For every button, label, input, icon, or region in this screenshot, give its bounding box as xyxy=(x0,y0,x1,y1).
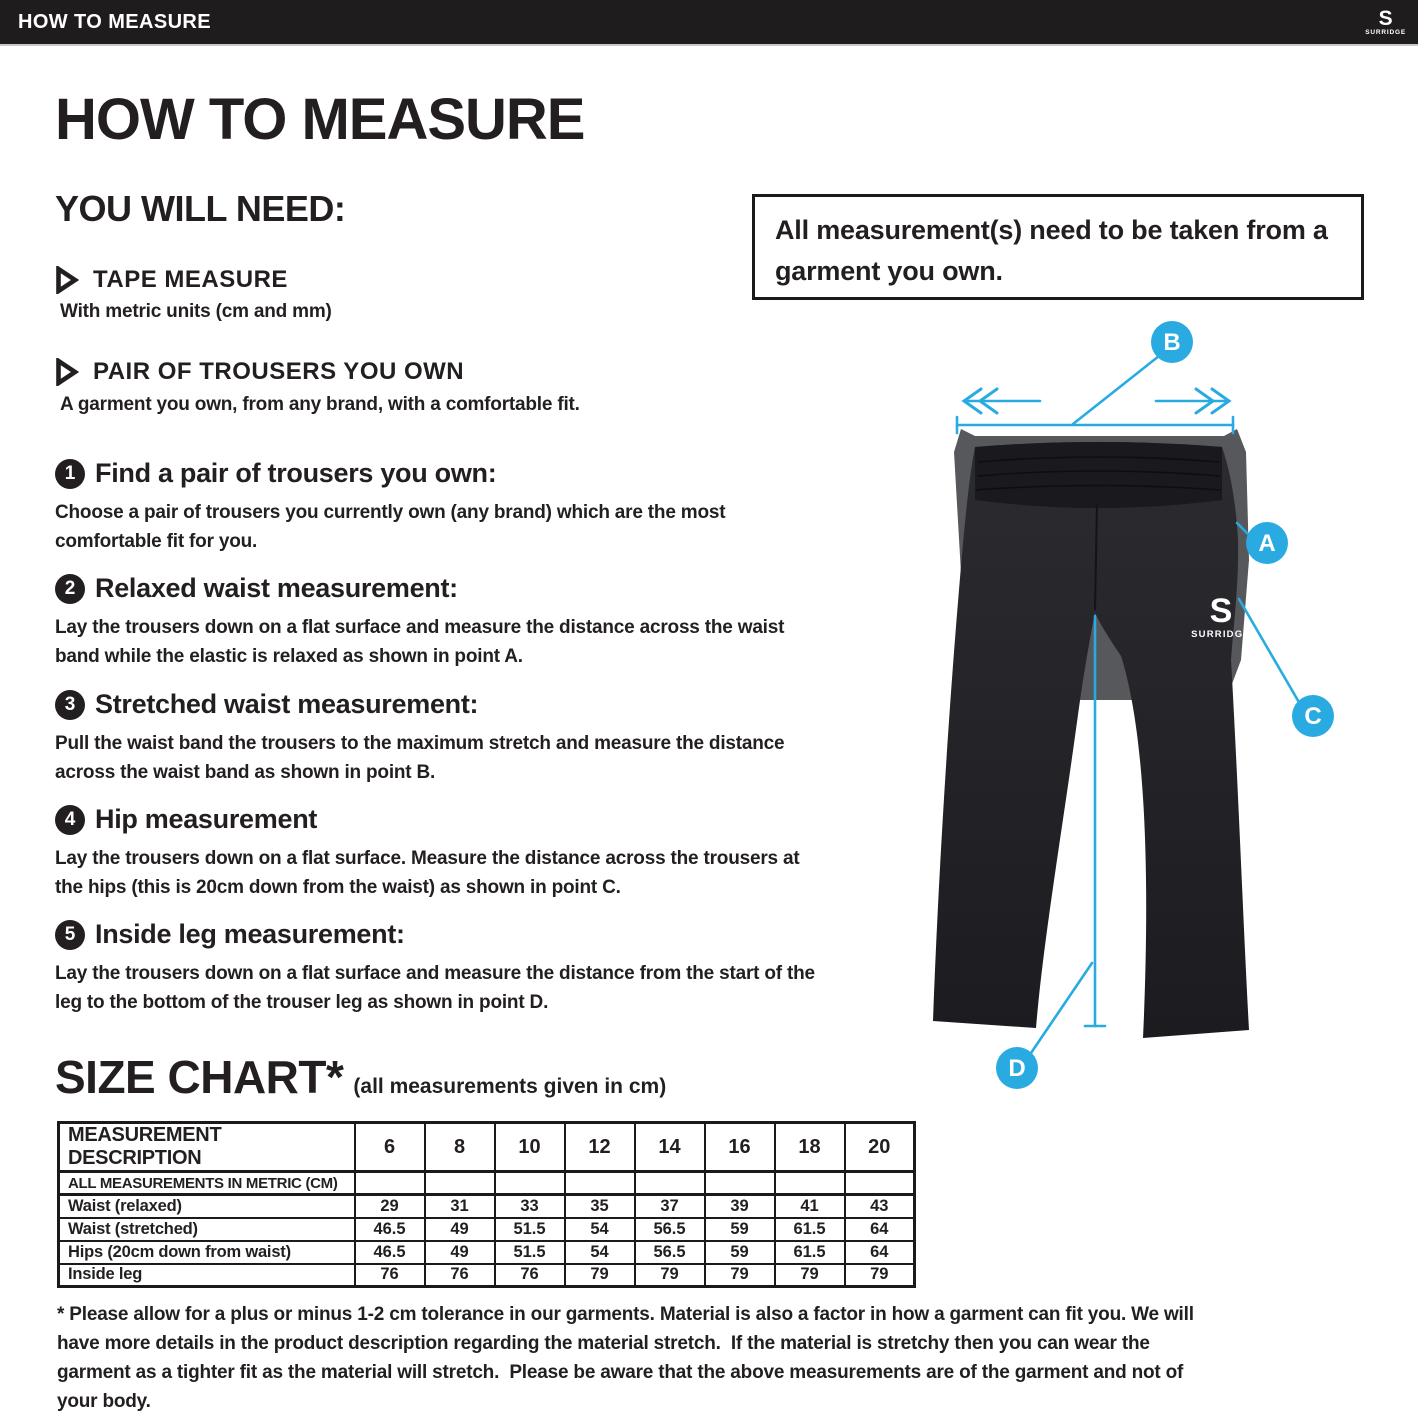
step-title: Inside leg measurement: xyxy=(95,919,405,949)
point-a-letter: A xyxy=(1258,530,1276,557)
table-row xyxy=(59,1264,915,1287)
cell: 56.5 xyxy=(635,1218,705,1241)
col-header: 12 xyxy=(565,1123,635,1172)
trousers-measurement-diagram xyxy=(920,318,1370,1108)
point-c-letter: C xyxy=(1304,703,1322,730)
garment-logo-initial: S xyxy=(1209,592,1233,630)
cell: 79 xyxy=(705,1264,775,1287)
cell: 61.5 xyxy=(775,1241,845,1264)
triangle-bullet-icon xyxy=(55,266,79,294)
empty-cell xyxy=(775,1172,845,1195)
col-header: 20 xyxy=(845,1123,915,1172)
cell: 64 xyxy=(845,1218,915,1241)
empty-cell xyxy=(355,1172,425,1195)
cell: 54 xyxy=(565,1241,635,1264)
step-body: Pull the waist band the trousers to the maximum stretch and measure the distance across the waist band as shown in point B. xyxy=(55,733,785,783)
empty-cell xyxy=(495,1172,565,1195)
cell: 46.5 xyxy=(355,1218,425,1241)
size-chart-title: SIZE CHART* xyxy=(55,1051,344,1103)
step-5 xyxy=(55,919,830,1017)
step-3 xyxy=(55,689,830,787)
tolerance-footnote: * Please allow for a plus or minus 1-2 cm tolerance in our garments. Material is also a factor in how a garment can fit you. We will have more details in the product description regarding the material stretch. If the material is stretchy then you can wear the garment as a tighter fit as the material will stretch. Please be aware that the above measurements are of the garment and not of your body. xyxy=(57,1304,1199,1412)
step-number-badge: 2 xyxy=(55,574,85,604)
col-header: 14 xyxy=(635,1123,705,1172)
need-item-label: TAPE MEASURE xyxy=(93,266,288,293)
step-body: Choose a pair of trousers you currently own (any brand) which are the most comfortable fit for you. xyxy=(55,502,726,552)
row-label: Waist (relaxed) xyxy=(59,1195,355,1218)
cell: 76 xyxy=(355,1264,425,1287)
row-label: Waist (stretched) xyxy=(59,1218,355,1241)
cell: 79 xyxy=(635,1264,705,1287)
empty-cell xyxy=(635,1172,705,1195)
row-label: Hips (20cm down from waist) xyxy=(59,1241,355,1264)
metric-note-cell: ALL MEASUREMENTS IN METRIC (CM) xyxy=(59,1172,355,1195)
cell: 46.5 xyxy=(355,1241,425,1264)
surridge-logo-text: SURRIDGE xyxy=(1365,28,1406,36)
cell: 31 xyxy=(425,1195,495,1218)
cell: 49 xyxy=(425,1241,495,1264)
cell: 79 xyxy=(775,1264,845,1287)
empty-cell xyxy=(705,1172,775,1195)
step-title: Hip measurement xyxy=(95,804,318,834)
cell: 51.5 xyxy=(495,1241,565,1264)
table-row xyxy=(59,1195,915,1218)
need-item-description: With metric units (cm and mm) xyxy=(60,301,332,322)
page-title: HOW TO MEASURE xyxy=(55,87,585,152)
cell: 35 xyxy=(565,1195,635,1218)
surridge-logo-icon xyxy=(1365,8,1406,37)
step-4 xyxy=(55,804,830,902)
step-body: Lay the trousers down on a flat surface and measure the distance across the waist band while the elastic is relaxed as shown in point A. xyxy=(55,617,785,667)
cell: 54 xyxy=(565,1218,635,1241)
garment-logo-text: SURRIDGE xyxy=(1191,629,1251,640)
need-item-tape-measure xyxy=(55,266,288,294)
trousers-front xyxy=(933,442,1249,1038)
need-item-description: A garment you own, from any brand, with a comfortable fit. xyxy=(60,394,580,415)
pointer-line-b xyxy=(1073,356,1159,424)
cell: 61.5 xyxy=(775,1218,845,1241)
step-number-badge: 4 xyxy=(55,805,85,835)
point-b-letter: B xyxy=(1163,329,1181,356)
cell: 37 xyxy=(635,1195,705,1218)
cell: 76 xyxy=(425,1264,495,1287)
cell: 64 xyxy=(845,1241,915,1264)
col-header: 16 xyxy=(705,1123,775,1172)
step-body: Lay the trousers down on a flat surface. Measure the distance across the trousers at the hips (this is 20cm down from the waist) as shown in point C. xyxy=(55,848,800,898)
table-row xyxy=(59,1241,915,1264)
need-item-label: PAIR OF TROUSERS YOU OWN xyxy=(93,358,465,385)
cell: 49 xyxy=(425,1218,495,1241)
cell: 59 xyxy=(705,1218,775,1241)
col-header: MEASUREMENT DESCRIPTION xyxy=(59,1123,355,1172)
cell: 33 xyxy=(495,1195,565,1218)
metric-note-row xyxy=(59,1172,915,1195)
surridge-logo-initial: S xyxy=(1378,6,1393,30)
cell: 43 xyxy=(845,1195,915,1218)
cell: 51.5 xyxy=(495,1218,565,1241)
col-header: 8 xyxy=(425,1123,495,1172)
point-d-letter: D xyxy=(1008,1055,1026,1082)
row-label: Inside leg xyxy=(59,1264,355,1287)
table-header-row xyxy=(59,1123,915,1172)
empty-cell xyxy=(565,1172,635,1195)
cell: 76 xyxy=(495,1264,565,1287)
empty-cell xyxy=(425,1172,495,1195)
col-header: 10 xyxy=(495,1123,565,1172)
trousers-waistband xyxy=(975,442,1222,508)
step-title: Find a pair of trousers you own: xyxy=(95,458,497,488)
cell: 79 xyxy=(565,1264,635,1287)
need-item-trousers xyxy=(55,358,464,386)
top-bar-title: HOW TO MEASURE xyxy=(18,10,212,33)
step-title: Stretched waist measurement: xyxy=(95,689,479,719)
size-chart-subtitle: (all measurements given in cm) xyxy=(353,1075,667,1098)
col-header: 18 xyxy=(775,1123,845,1172)
cell: 41 xyxy=(775,1195,845,1218)
step-1 xyxy=(55,458,830,556)
step-2 xyxy=(55,573,830,671)
cell: 29 xyxy=(355,1195,425,1218)
pointer-line-c xyxy=(1239,599,1300,704)
you-will-need-heading: YOU WILL NEED: xyxy=(55,188,346,229)
empty-cell xyxy=(845,1172,915,1195)
cell: 39 xyxy=(705,1195,775,1218)
cell: 56.5 xyxy=(635,1241,705,1264)
cell: 79 xyxy=(845,1264,915,1287)
step-number-badge: 3 xyxy=(55,690,85,720)
step-body: Lay the trousers down on a flat surface and measure the distance from the start of the leg to the bottom of the trouser leg as shown in point D. xyxy=(55,963,815,1013)
col-header: 6 xyxy=(355,1123,425,1172)
cell: 59 xyxy=(705,1241,775,1264)
size-chart-table xyxy=(57,1121,916,1288)
step-number-badge: 1 xyxy=(55,459,85,489)
step-title: Relaxed waist measurement: xyxy=(95,573,458,603)
measurement-note-box: All measurement(s) need to be taken from a garment you own. xyxy=(752,194,1364,300)
top-bar xyxy=(0,0,1418,46)
triangle-bullet-icon xyxy=(55,358,79,386)
size-chart-heading xyxy=(55,1050,666,1104)
table-row xyxy=(59,1218,915,1241)
step-number-badge: 5 xyxy=(55,920,85,950)
